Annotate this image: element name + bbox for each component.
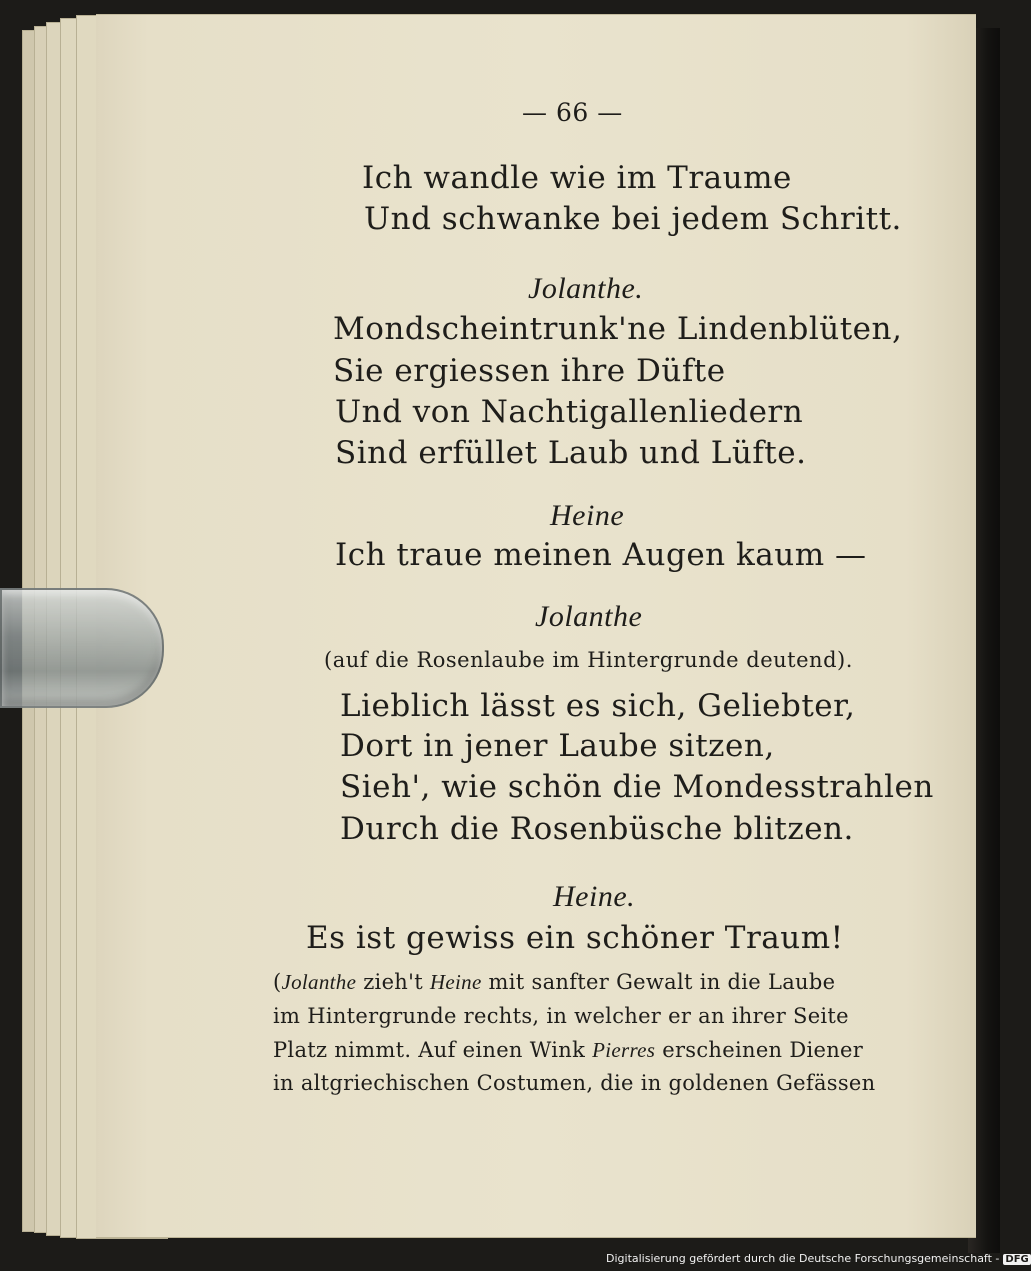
speaker-name: Heine. bbox=[553, 880, 636, 913]
verse-line: Und schwanke bei jedem Schritt. bbox=[364, 201, 902, 237]
stage-direction-line bbox=[273, 970, 835, 995]
page-number: — 66 — bbox=[522, 98, 623, 127]
speaker-name: Jolanthe bbox=[535, 600, 643, 633]
stage-text: Platz nimmt. Auf einen Wink bbox=[273, 1038, 593, 1062]
stage-text: zieh't bbox=[356, 970, 430, 994]
stage-direction: (auf die Rosenlaube im Hintergrunde deutend). bbox=[324, 648, 853, 672]
verse-line: Sie ergiessen ihre Düfte bbox=[333, 353, 726, 389]
bracket: ( bbox=[273, 970, 282, 994]
verse-line: Sieh', wie schön die Mondesstrahlen bbox=[340, 769, 934, 805]
glass-page-clip bbox=[0, 588, 164, 708]
verse-line: Dort in jener Laube sitzen, bbox=[340, 728, 775, 764]
verse-line: Es ist gewiss ein schöner Traum! bbox=[306, 920, 844, 956]
verse-line: Mondscheintrunk'ne Lindenblüten, bbox=[333, 311, 903, 347]
verse-line: Lieblich lässt es sich, Geliebter, bbox=[340, 688, 856, 724]
verse-line: Durch die Rosenbüsche blitzen. bbox=[340, 811, 854, 847]
stage-text: erscheinen Diener bbox=[655, 1038, 864, 1062]
verse-line: Ich wandle wie im Traume bbox=[362, 160, 792, 196]
verse-line: Ich traue meinen Augen kaum — bbox=[335, 537, 867, 573]
stage-direction-line bbox=[273, 1038, 863, 1063]
speaker-name: Heine bbox=[550, 499, 625, 532]
character-name: Pierres bbox=[592, 1038, 656, 1062]
speaker-name: Jolanthe. bbox=[528, 272, 644, 305]
footer-text: Digitalisierung gefördert durch die Deutsche Forschungsgemeinschaft - bbox=[606, 1252, 1000, 1265]
verse-line: Sind erfüllet Laub und Lüfte. bbox=[335, 435, 807, 471]
stage-text: mit sanfter Gewalt in die Laube bbox=[481, 970, 836, 994]
verse-line: Und von Nachtigallenliedern bbox=[335, 394, 804, 430]
character-name: Heine bbox=[429, 970, 482, 994]
footer-credit bbox=[606, 1252, 1031, 1268]
stage-direction-line: im Hintergrunde rechts, in welcher er an ihrer Seite bbox=[273, 1004, 849, 1028]
stage-direction-line: in altgriechischen Costumen, die in goldenen Gefässen bbox=[273, 1071, 876, 1095]
dfg-logo: DFG bbox=[1005, 1254, 1029, 1265]
character-name: Jolanthe bbox=[281, 970, 357, 994]
